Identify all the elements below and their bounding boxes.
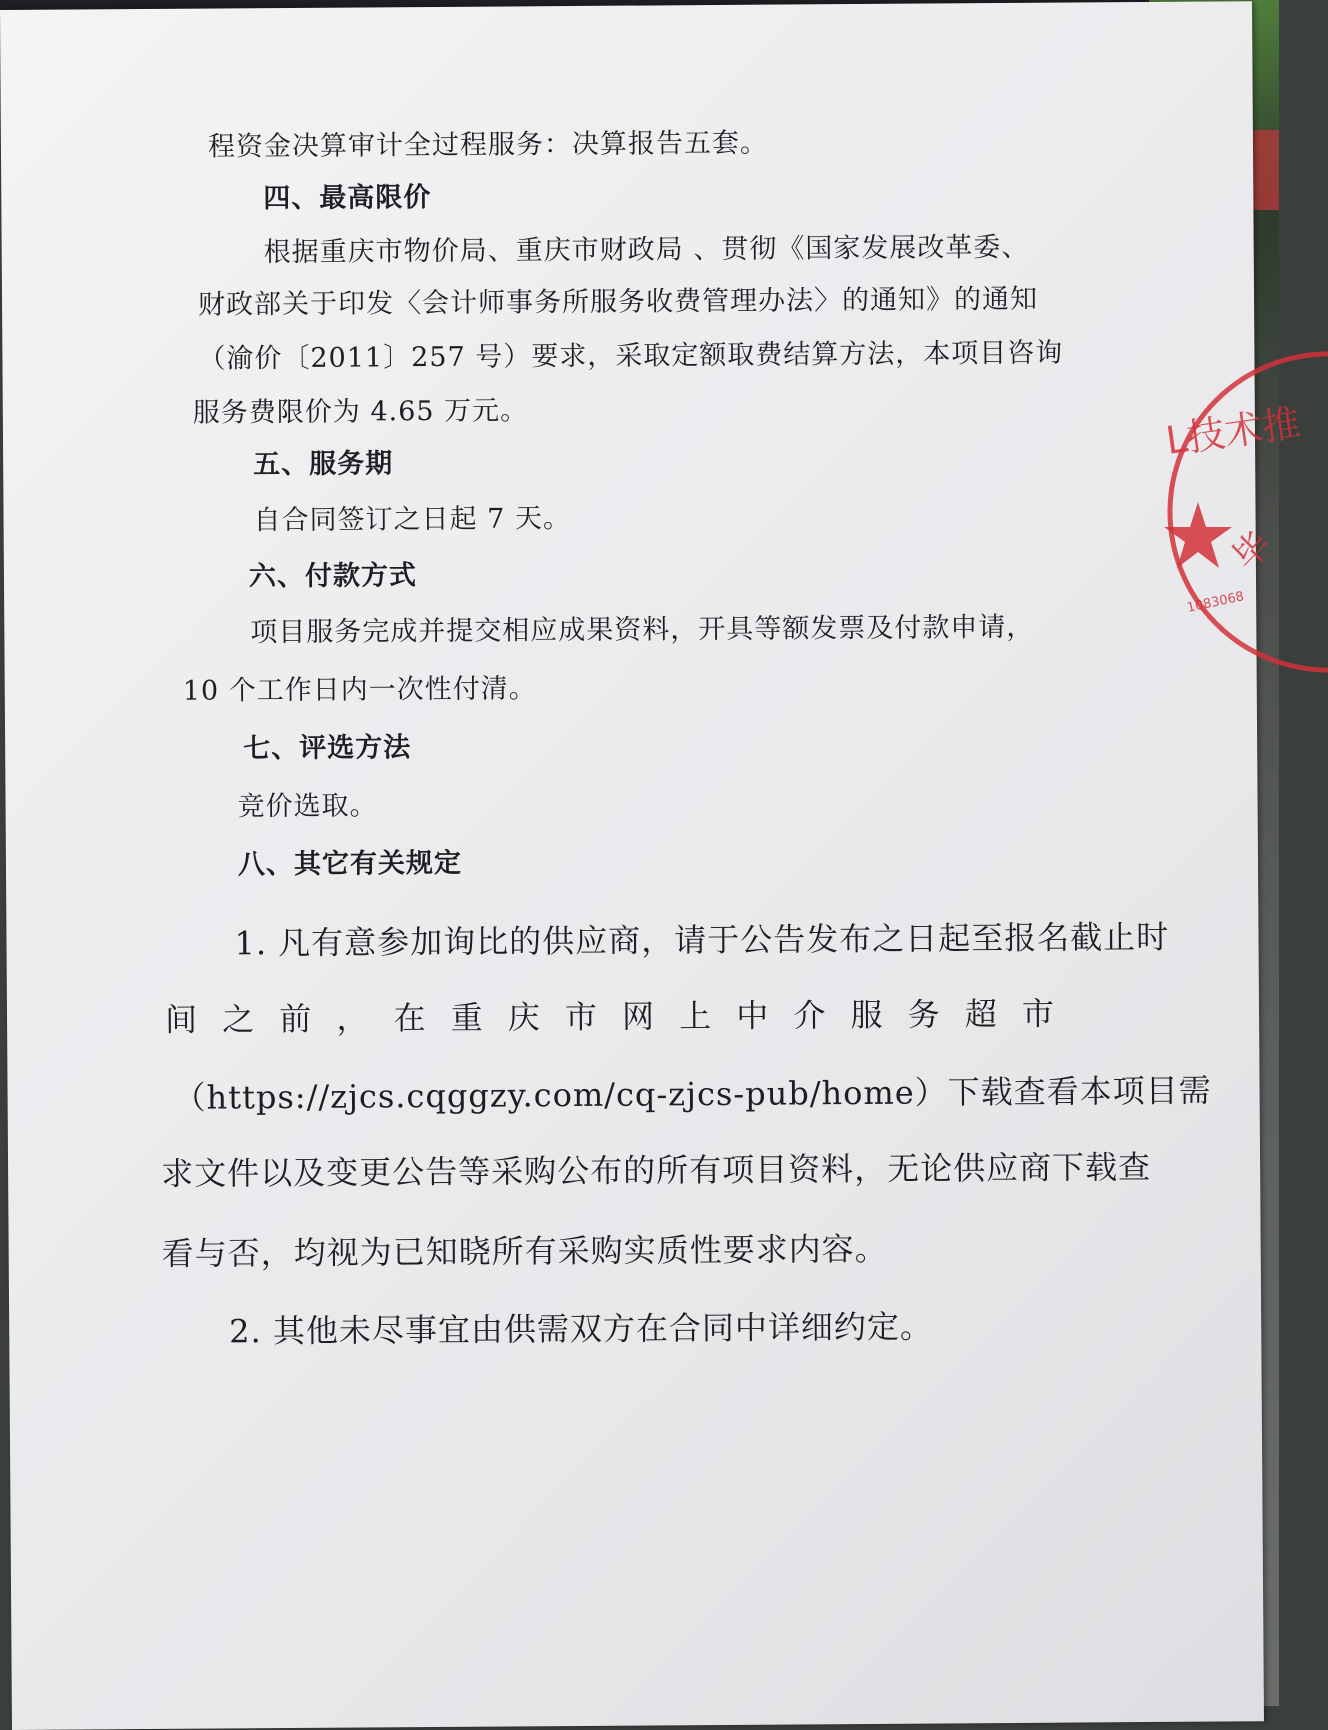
justified-char: 在 bbox=[393, 999, 427, 1038]
text-line: 根据重庆市物价局、重庆市财政局 、贯彻《国家发展改革委、 bbox=[263, 231, 1030, 269]
justified-char: ， bbox=[336, 999, 370, 1038]
seal-text: L技术推 bbox=[1163, 400, 1304, 463]
justified-char: 市 bbox=[1021, 994, 1056, 1033]
text-line: 竞价选取。 bbox=[237, 790, 378, 823]
text-line: 项目服务完成并提交相应成果资料，开具等额发票及付款申请， bbox=[250, 611, 1035, 649]
justified-char: 中 bbox=[736, 996, 770, 1035]
text-line: （渝价〔2011〕257 号）要求，采取定额取费结算方法，本项目咨询 bbox=[198, 337, 1064, 375]
section-heading: 五、服务期 bbox=[253, 448, 394, 481]
section-heading: 七、评选方法 bbox=[243, 732, 412, 765]
text-line: 2. 其他未尽事宜由供需双方在合同中详细约定。 bbox=[229, 1307, 934, 1351]
text-line: 求文件以及变更公告等采购公布的所有项目资料，无论供应商下载查 bbox=[160, 1147, 1152, 1193]
section-heading: 八、其它有关规定 bbox=[237, 847, 463, 881]
justified-char: 服 bbox=[850, 995, 884, 1035]
text-line: 1. 凡有意参加询比的供应商，请于公告发布之日起至报名截止时 bbox=[234, 917, 1170, 963]
text-line: 程资金决算审计全过程服务：决算报告五套。 bbox=[207, 127, 769, 163]
text-line: 财政部关于印发〈会计师事务所服务收费管理办法〉的通知》的通知 bbox=[197, 283, 1039, 321]
justified-char: 网 bbox=[621, 997, 656, 1036]
justified-char: 间 bbox=[164, 1000, 199, 1039]
section-heading: 四、最高限价 bbox=[263, 181, 432, 215]
justified-char: 市 bbox=[564, 997, 599, 1037]
seal-code: 1083068 bbox=[1185, 589, 1246, 616]
justified-text-line bbox=[165, 989, 1055, 1041]
justified-char: 庆 bbox=[507, 998, 541, 1037]
justified-char: 介 bbox=[793, 996, 827, 1035]
text-line: 看与否，均视为已知晓所有采购实质性要求内容。 bbox=[161, 1229, 888, 1273]
section-heading: 六、付款方式 bbox=[248, 560, 418, 593]
justified-char: 上 bbox=[679, 997, 713, 1036]
seal-ring bbox=[1170, 354, 1328, 670]
justified-char: 之 bbox=[222, 1000, 256, 1039]
document-page bbox=[0, 1, 1264, 1730]
text-line: 自合同签订之日起 7 天。 bbox=[253, 503, 572, 537]
seal-char: 毕 bbox=[1225, 523, 1280, 579]
official-seal-stamp bbox=[1158, 392, 1328, 632]
justified-char: 重 bbox=[450, 998, 484, 1037]
text-line: （https://zjcs.cqggzy.com/cq-zjcs-pub/home）下载查看本项目需 bbox=[173, 1071, 1212, 1117]
justified-char: 前 bbox=[279, 999, 313, 1039]
justified-char: 超 bbox=[964, 995, 998, 1034]
justified-char: 务 bbox=[907, 995, 941, 1034]
text-line: 服务费限价为 4.65 万元。 bbox=[192, 395, 529, 429]
text-line: 10 个工作日内一次性付清。 bbox=[182, 673, 537, 707]
